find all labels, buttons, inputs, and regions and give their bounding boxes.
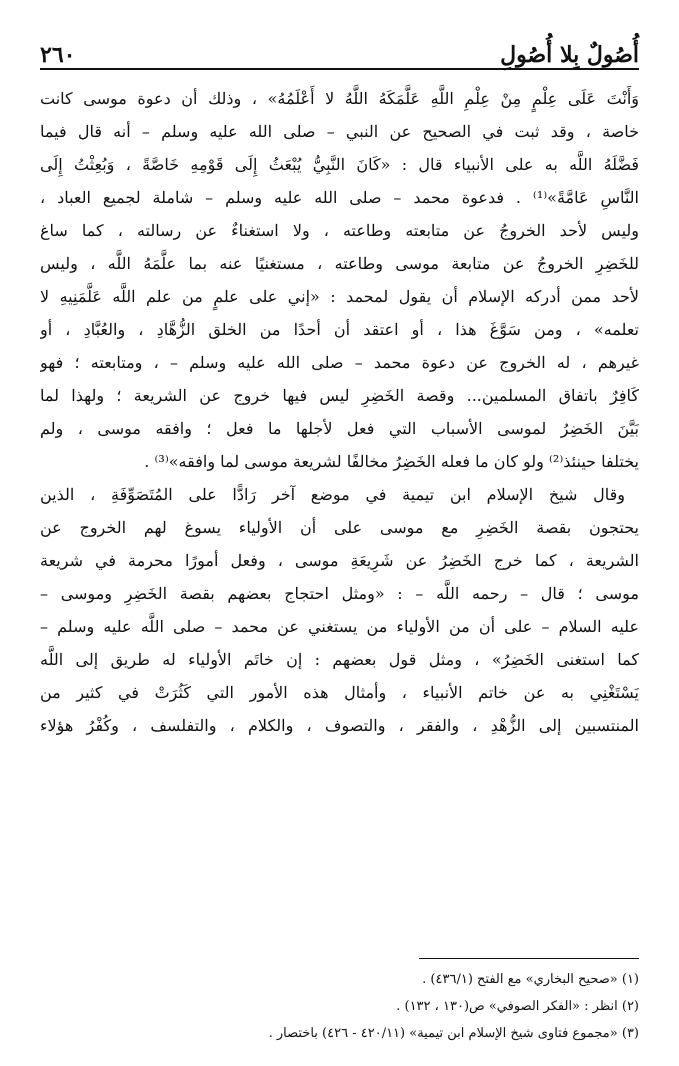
text-line: لأحد ممن أدركه الإسلام أن يقول لمحمد : «إني على علمٍ من علم اللَّه عَلَّمَنِيهِ لا	[40, 287, 639, 306]
text-line: كَافِرٌ باتفاق المسلمين... وقصة الخَضِرِ ليس فيها خروج عن الشريعة ؛ ولهذا لما	[40, 386, 639, 405]
text-line: الشريعة ، كما خرج الخَضِرُ عن شَرِيعَةِ موسى ، وفعل أمورًا محرمة في شريعة	[40, 551, 639, 570]
text-line: وَأَنْتَ عَلَى عِلْمٍ مِنْ عِلْمِ اللَّهِ عَلَّمَكَهُ اللَّهُ لا أَعْلَمُهُ» ، وذلك أن دعوة موسى كانت	[40, 89, 639, 108]
main-text	[40, 82, 639, 742]
text-line: كما استغنى الخَضِرُ» ، ومثل قول بعضهم : إن خاتَم الأولياء له طريق إلى اللَّه	[40, 650, 639, 669]
footnote-1: (١) «صحيح البخاري» مع الفتح (٤٣٦/١) .	[422, 972, 639, 987]
text-line: يحتجون بقصة الخَضِرِ مع موسى على أن الأولياء يسوغ لهم الخروج عن	[40, 518, 639, 537]
text-line: وقال شيخ الإسلام ابن تيمية في موضع آخر رَادًّا على المُتَصَوِّفَةِ ، الذين	[40, 485, 625, 504]
text-line: خاصة ، وقد ثبت في الصحيح عن النبي – صلى الله عليه وسلم – أنه قال فيما	[40, 122, 639, 141]
text-line: وليس لأحد الخروجُ عن متابعته وطاعته ، ولا استغناءٌ عن رسالته ، كما ساغ	[40, 221, 639, 240]
text-line: يَسْتَغْنِي به عن خاتم الأنبياء ، وأمثال هذه الأمور التي كَثُرَتْ في كثير من	[40, 683, 639, 702]
text-line: المنتسبين إلى الزُّهْدِ ، والفقر ، والتصوف ، والكلام ، والتفلسف ، وكُفْرُ هؤلاء	[40, 716, 639, 735]
text-line: موسى ؛ قال – رحمه اللَّه – : «ومثل احتجاج بعضهم بقصة الخَضِرِ وموسى –	[40, 584, 639, 603]
footnotes	[40, 966, 639, 1047]
footnote-3: (٣) «مجموع فتاوى شيخ الإسلام ابن تيمية» (٤٢٠/١١ - ٤٢٦) باختصار .	[268, 1026, 639, 1041]
text-line: بَيَّنَ الخَضِرُ لموسى الأسباب التي فعل لأجلها ما فعل ؛ وافقه موسى ، ولم	[40, 419, 639, 438]
book-title: أُصُولٌ بِلا أُصُولِ	[500, 42, 639, 68]
text-line: للخَضِرِ الخروجُ عن متابعة موسى وطاعته ، مستغنيًا عنه بما علَّمَهُ اللَّه ، وليس	[40, 254, 639, 273]
header-divider	[40, 68, 639, 70]
footnote-divider	[419, 958, 639, 959]
text-line: النَّاسِ عَامَّةً»⁽¹⁾ . فدعوة محمد – صلى الله عليه وسلم – شاملة لجميع العباد ،	[40, 188, 639, 207]
text-line: يختلفا حينئذ⁽²⁾ ولو كان ما فعله الخَضِرُ مخالفًا لشريعة موسى لما وافقه»⁽³⁾ .	[144, 452, 639, 471]
paragraph-1	[40, 82, 639, 478]
paragraph-2	[40, 478, 639, 742]
footnote-2: (٢) انظر : «الفكر الصوفي» ص(١٣٠ ، ١٣٢) .	[396, 999, 639, 1014]
page-header	[40, 20, 639, 66]
page-number: ٢٦٠	[40, 42, 76, 68]
text-line: فَضَّلَهُ اللَّه به على الأنبياء قال : «كَانَ النَّبِيُّ يُبْعَثُ إِلَى قَوْمِهِ خَاصَّةً ، وَبُعِثْتُ إِلَى	[40, 155, 639, 174]
text-line: عليه السلام – على أن من الأولياء من يستغني عن محمد – صلى اللَّه عليه وسلم –	[40, 617, 639, 636]
text-line: غيرهم ، له الخروج عن دعوة محمد – صلى الله عليه وسلم – ، ومتابعته ؛ فهو	[40, 353, 639, 372]
text-line: تعلمه» ، ومن سَوَّغَ هذا ، أو اعتقد أن أحدًا من الخلق الزُّهَّادِ ، والعُبَّادِ ، أو	[40, 320, 639, 339]
